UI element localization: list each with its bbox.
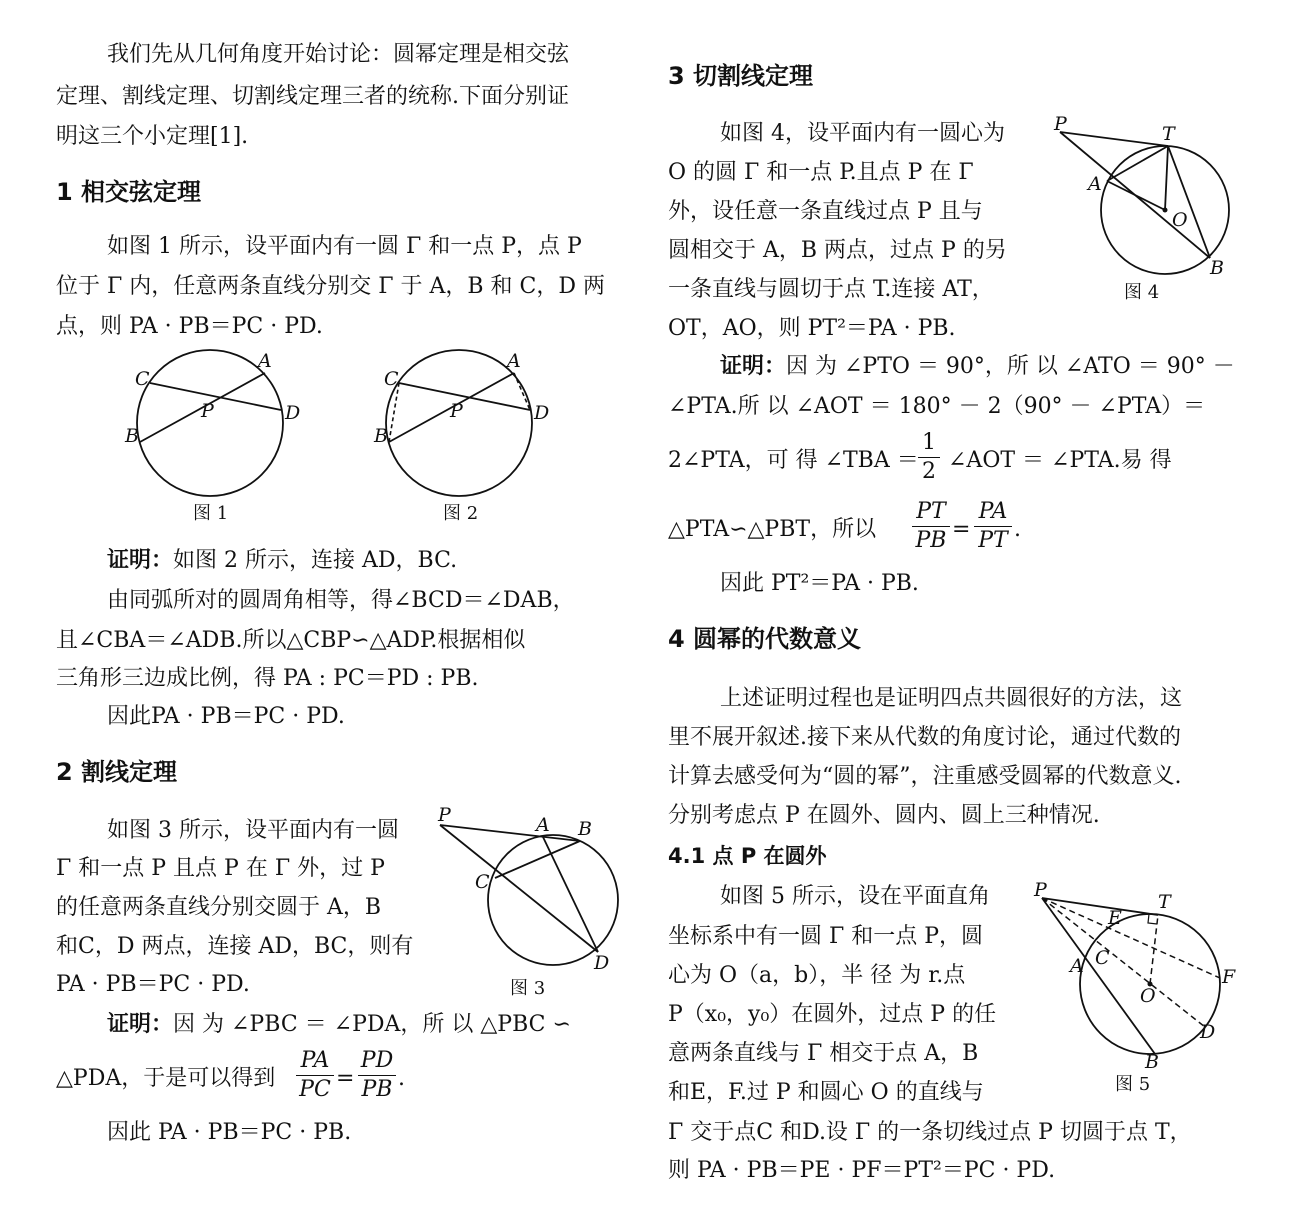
s4-body-3: 计算去感受何为“圆的幂”，注重感受圆幂的代数意义. bbox=[668, 764, 1182, 789]
fig5-label-D: D bbox=[1200, 1021, 1216, 1043]
s2-frac2-num: PD bbox=[360, 1048, 394, 1073]
figure-1 bbox=[115, 345, 315, 525]
fig5-label-A: A bbox=[1070, 955, 1084, 977]
fig2-label-C: C bbox=[384, 368, 399, 390]
s3-proof-line-2: ∠PTA.所 以 ∠AOT ＝ 180° － 2（90° － ∠PTA）＝ bbox=[668, 394, 1206, 419]
figure-2 bbox=[364, 345, 564, 525]
s2-proof-line-2: △PDA，于是可以得到 bbox=[56, 1066, 276, 1091]
s2-frac2-den: PB bbox=[361, 1077, 393, 1102]
s1-body-2: 位于 Γ 内，任意两条直线分别交 Γ 于 A，B 和 C，D 两 bbox=[56, 274, 606, 299]
s3-body-2: O 的圆 Γ 和一点 P.且点 P 在 Γ bbox=[668, 160, 974, 185]
fig2-label-B: B bbox=[374, 425, 388, 447]
s1-proof-label: 证明： bbox=[107, 548, 174, 573]
s2-body-2: Γ 和一点 P 且点 P 在 Γ 外，过 P bbox=[56, 856, 385, 881]
fig5-label-C: C bbox=[1095, 947, 1110, 969]
fig4-segment-OT bbox=[1165, 146, 1168, 210]
s3-conclusion: 因此 PT²＝PA · PB. bbox=[720, 571, 919, 596]
s3-frac1-num: PT bbox=[916, 499, 946, 524]
section-3-title: 3 切割线定理 bbox=[668, 62, 814, 90]
s3-frac1-den: PB bbox=[915, 528, 947, 553]
fig4-label-P: P bbox=[1054, 113, 1067, 135]
fig5-label-T: T bbox=[1158, 891, 1171, 913]
s3-half-den: 2 bbox=[922, 459, 936, 484]
fig1-label-P: P bbox=[201, 400, 214, 422]
s3-proof-label: 证明： bbox=[720, 354, 787, 379]
fig5-label-E: E bbox=[1108, 907, 1122, 929]
s2-proof-label: 证明： bbox=[107, 1012, 174, 1037]
fig5-secant-PF-dashed bbox=[1042, 898, 1220, 978]
fig1-label-A: A bbox=[258, 350, 272, 372]
section-2-title: 2 割线定理 bbox=[56, 758, 178, 786]
s3-frac2-num: PA bbox=[978, 499, 1008, 524]
figure-4 bbox=[1050, 112, 1250, 282]
figure-3 bbox=[430, 805, 630, 980]
s4-sub-body-8: 则 PA · PB＝PE · PF＝PT²＝PC · PD. bbox=[668, 1158, 1056, 1183]
fig3-label-B: B bbox=[578, 818, 592, 840]
s3-body-3: 外，设任意一条直线过点 P 且与 bbox=[668, 199, 983, 224]
s1-proof-line-1 bbox=[107, 550, 457, 572]
fig1-caption: 图 1 bbox=[193, 503, 229, 524]
s3-proof-text-1: 因 为 ∠PTO ＝ 90°，所 以 ∠ATO ＝ 90° － bbox=[786, 354, 1235, 379]
s3-proof-line-3b: ∠AOT ＝ ∠PTA.易 得 bbox=[948, 448, 1172, 473]
fig3-secant-PB bbox=[440, 825, 580, 841]
s1-proof-text-1: 如图 2 所示，连接 AD，BC. bbox=[173, 548, 458, 573]
s2-body-5: PA · PB＝PC · PD. bbox=[56, 972, 250, 997]
s3-proof-line-3a: 2∠PTA，可 得 ∠TBA ＝ bbox=[668, 448, 919, 473]
fig5-caption: 图 5 bbox=[1115, 1074, 1151, 1095]
section-4-title: 4 圆幂的代数意义 bbox=[668, 625, 862, 653]
s2-period: . bbox=[398, 1066, 405, 1091]
s3-fraction-2 bbox=[974, 501, 1012, 552]
fig2-dashed-BC bbox=[389, 383, 399, 442]
s4-sub-body-2: 坐标系中有一圆 Γ 和一点 P，圆 bbox=[668, 924, 984, 949]
s2-equals: = bbox=[336, 1066, 355, 1091]
fig3-chord-BC bbox=[495, 841, 580, 878]
figure-5 bbox=[1030, 880, 1240, 1070]
fig3-circle bbox=[488, 835, 618, 965]
s3-half-num: 1 bbox=[922, 430, 936, 455]
fig3-label-P: P bbox=[438, 805, 451, 826]
s4-sub-body-4: P（x₀，y₀）在圆外，过点 P 的任 bbox=[668, 1002, 997, 1027]
s4-body-1: 上述证明过程也是证明四点共圆很好的方法，这 bbox=[720, 686, 1183, 711]
fig4-tangent-PT bbox=[1060, 132, 1168, 146]
s4-sub-body-6: 和E，F.过 P 和圆心 O 的直线与 bbox=[668, 1080, 984, 1105]
s2-proof-line-1 bbox=[107, 1014, 571, 1036]
s1-body-3: 点，则 PA · PB＝PC · PD. bbox=[56, 314, 323, 339]
s3-period: . bbox=[1014, 517, 1021, 542]
fig4-label-A: A bbox=[1088, 173, 1102, 195]
fig3-label-A: A bbox=[536, 814, 550, 836]
fig2-chord-CD bbox=[399, 383, 530, 410]
fig3-label-D: D bbox=[594, 952, 610, 974]
fig4-label-B: B bbox=[1210, 257, 1224, 279]
s2-body-3: 的任意两条直线分别交圆于 A，B bbox=[56, 895, 382, 920]
s1-body-1: 如图 1 所示，设平面内有一圆 Γ 和一点 P，点 P bbox=[107, 234, 582, 259]
fig4-label-T: T bbox=[1162, 123, 1175, 145]
intro-line-3: 明这三个小定理[1]. bbox=[56, 124, 249, 149]
s3-body-1: 如图 4，设平面内有一圆心为 bbox=[720, 121, 1005, 146]
s2-fraction-1 bbox=[296, 1050, 334, 1101]
s1-proof-line-3: 且∠CBA＝∠ADB.所以△CBP∽△ADP.根据相似 bbox=[56, 628, 526, 653]
fig1-label-B: B bbox=[125, 425, 139, 447]
fig1-label-C: C bbox=[135, 368, 150, 390]
s2-proof-text-1: 因 为 ∠PBC ＝ ∠PDA，所 以 △PBC ∽ bbox=[173, 1012, 571, 1037]
fig1-label-D: D bbox=[285, 402, 301, 424]
fig5-label-P: P bbox=[1034, 880, 1047, 901]
s1-proof-line-4: 三角形三边成比例，得 PA : PC＝PD : PB. bbox=[56, 666, 479, 691]
s2-fraction-2 bbox=[358, 1050, 396, 1101]
s3-proof-line-4: △PTA∽△PBT，所以 bbox=[668, 517, 877, 542]
s3-frac2-den: PT bbox=[978, 528, 1008, 553]
s4-sub-body-3: 心为 O（a，b），半 径 为 r.点 bbox=[668, 963, 966, 988]
fig2-label-A: A bbox=[507, 350, 521, 372]
intro-line-2: 定理、割线定理、切割线定理三者的统称.下面分别证 bbox=[56, 84, 569, 109]
fig5-label-O: O bbox=[1140, 985, 1156, 1007]
s3-body-5: 一条直线与圆切于点 T.连接 AT， bbox=[668, 277, 994, 302]
s2-frac1-den: PC bbox=[299, 1077, 331, 1102]
fig5-label-B: B bbox=[1145, 1051, 1159, 1070]
fig4-caption: 图 4 bbox=[1124, 282, 1160, 303]
fig3-label-C: C bbox=[475, 871, 490, 893]
intro-line-1: 我们先从几何角度开始讨论：圆幂定理是相交弦 bbox=[107, 42, 570, 67]
s1-proof-line-2: 由同弧所对的圆周角相等，得∠BCD＝∠DAB， bbox=[107, 588, 575, 613]
fig2-label-P: P bbox=[450, 400, 463, 422]
s4-body-4: 分别考虑点 P 在圆外、圆内、圆上三种情况. bbox=[668, 803, 1100, 828]
fig2-caption: 图 2 bbox=[443, 503, 479, 524]
s2-body-4: 和C，D 两点，连接 AD，BC，则有 bbox=[56, 934, 414, 959]
s3-proof-line-1 bbox=[720, 356, 1235, 378]
fig5-label-F: F bbox=[1222, 966, 1236, 988]
s4-sub-body-7: Γ 交于点C 和D.设 Γ 的一条切线过点 P 切圆于点 T， bbox=[668, 1120, 1192, 1145]
section-1-title: 1 相交弦定理 bbox=[56, 178, 202, 206]
s3-fraction-1 bbox=[912, 501, 950, 552]
s3-body-6: OT，AO，则 PT²＝PA · PB. bbox=[668, 316, 956, 341]
s3-body-4: 圆相交于 A，B 两点，过点 P 的另 bbox=[668, 238, 1007, 263]
fig1-chord-CD bbox=[150, 383, 281, 410]
fig4-segment-AO bbox=[1107, 181, 1165, 210]
s4-sub-body-1: 如图 5 所示，设在平面直角 bbox=[720, 884, 990, 909]
s2-frac1-num: PA bbox=[300, 1048, 330, 1073]
fig4-center-dot bbox=[1163, 208, 1168, 213]
s2-body-1: 如图 3 所示，设平面内有一圆 bbox=[107, 818, 399, 843]
s4-sub-body-5: 意两条直线与 Γ 相交于点 A，B bbox=[668, 1041, 979, 1066]
fig3-caption: 图 3 bbox=[510, 978, 546, 999]
s1-proof-line-5: 因此PA · PB＝PC · PD. bbox=[107, 704, 345, 729]
fig5-line-PD-dashed bbox=[1042, 898, 1205, 1027]
s3-half-fraction bbox=[918, 432, 940, 483]
subsection-4-1-title: 4.1 点 P 在圆外 bbox=[668, 844, 827, 868]
fig4-label-O: O bbox=[1172, 209, 1188, 231]
s4-body-2: 里不展开叙述.接下来从代数的角度讨论，通过代数的 bbox=[668, 725, 1181, 750]
s2-conclusion: 因此 PA · PB＝PC · PB. bbox=[107, 1120, 352, 1145]
s3-equals: = bbox=[952, 517, 971, 542]
fig2-label-D: D bbox=[534, 402, 550, 424]
